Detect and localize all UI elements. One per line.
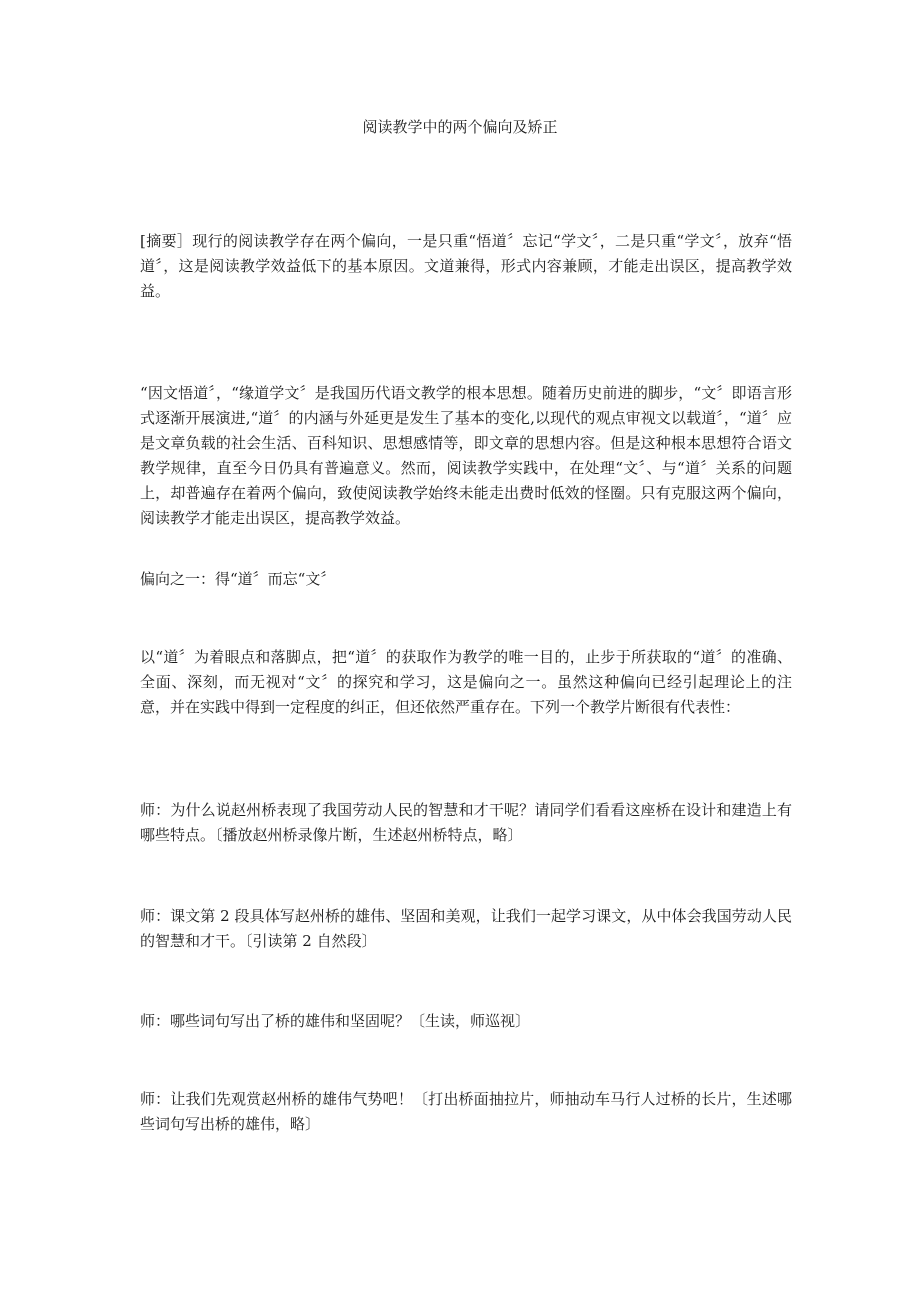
body-paragraph: 以“道〞为着眼点和落脚点，把“道〞的获取作为教学的唯一目的，止步于所获取的“道〞的准确、全面、深刻，而无视对“文〞的探究和学习，这是偏向之一。虽然这种偏向已经引起理论上的注意，并在实践中得到一定程度的纠正，但还依然严重存在。下列一个教学片断很有代表性： bbox=[140, 648, 792, 716]
dialog-paragraph: 师：课文第 2 段具体写赵州桥的雄伟、坚固和美观，让我们一起学习课文，从中体会我国劳动人民的智慧和才干。〔引读第 2 自然段〕 bbox=[140, 907, 792, 950]
section-heading: 偏向之一：得“道〞而忘“文〞 bbox=[140, 570, 336, 588]
dialog-paragraph: 师：为什么说赵州桥表现了我国劳动人民的智慧和才干呢？请同学们看看这座桥在设计和建造上有哪些特点。〔播放赵州桥录像片断，生述赵州桥特点，略〕 bbox=[140, 801, 792, 844]
abstract-paragraph: [摘要］现行的阅读教学存在两个偏向，一是只重“悟道〞忘记“学文〞，二是只重“学文〞，放弃“悟道〞，这是阅读教学效益低下的基本原因。文道兼得，形式内容兼顾，才能走出误区，提高教学效益。 bbox=[140, 232, 792, 300]
dialog-paragraph: 师：哪些词句写出了桥的雄伟和坚固呢？〔生读，师巡视〕 bbox=[140, 1012, 531, 1030]
document-title: 阅读教学中的两个偏向及矫正 bbox=[362, 118, 558, 136]
intro-paragraph: “因文悟道〞，“缘道学文〞是我国历代语文教学的根本思想。随着历史前进的脚步，“文〞即语言形式逐渐开展演进,“道〞的内涵与外延更是发生了基本的变化,以现代的观点审视文以载道〞，“道〞应是文章负载的社会生活、百科知识、思想感情等，即文章的思想内容。但是这种根本思想符合语文教学规律，直至今日仍具有普遍意义。然而，阅读教学实践中，在处理“文〞、与“道〞关系的问题上，却普遍存在着两个偏向，致使阅读教学始终未能走出费时低效的怪圈。只有克服这两个偏向，阅读教学才能走出误区，提高教学效益。 bbox=[140, 384, 792, 527]
dialog-paragraph: 师：让我们先观赏赵州桥的雄伟气势吧！〔打出桥面抽拉片，师抽动车马行人过桥的长片，生述哪些词句写出桥的雄伟，略〕 bbox=[140, 1090, 792, 1133]
